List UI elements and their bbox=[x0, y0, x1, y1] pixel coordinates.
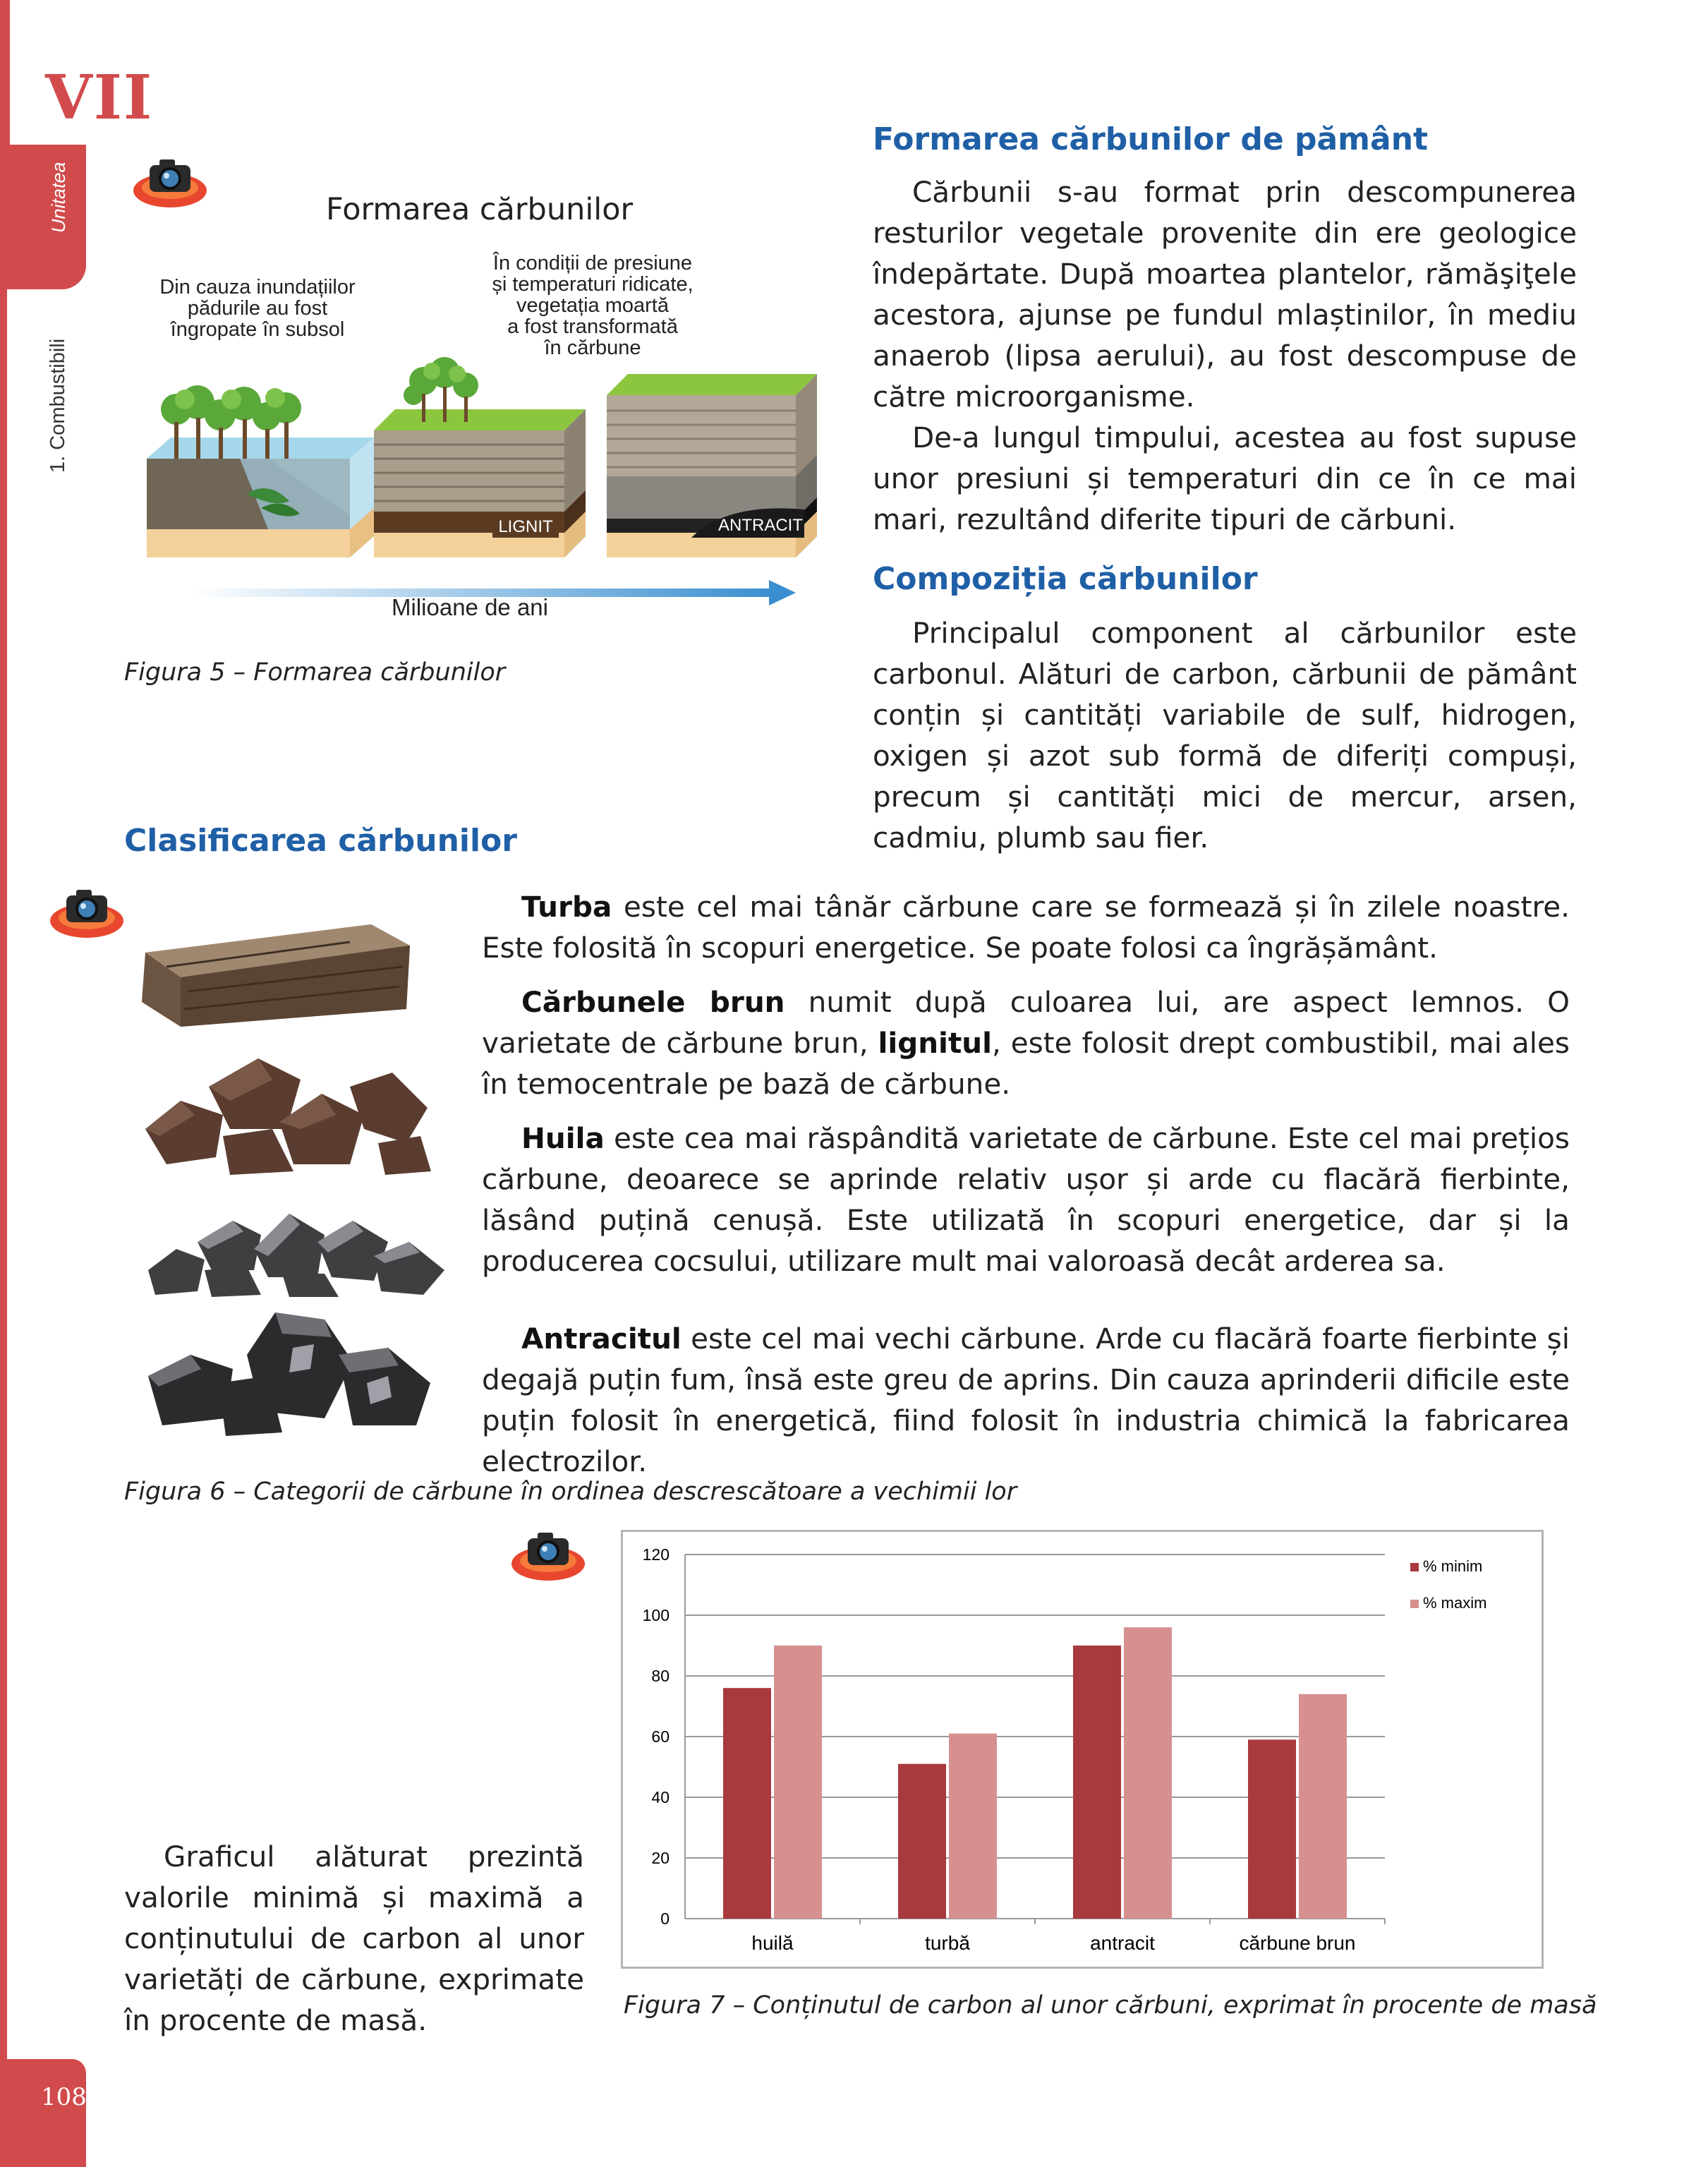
bar-maxim bbox=[1299, 1694, 1347, 1919]
x-tick-label: turbă bbox=[925, 1932, 970, 1954]
y-tick-label: 40 bbox=[651, 1788, 670, 1806]
margin-white-strip bbox=[78, 289, 86, 2059]
composition-text bbox=[873, 612, 1577, 858]
y-tick-label: 0 bbox=[660, 1909, 670, 1928]
antracit-sample-image bbox=[141, 1305, 437, 1439]
figure5-title: Formarea cărbunilor bbox=[326, 192, 634, 227]
block-flooded-forest bbox=[147, 385, 374, 557]
chapter-label: 1. Combustibili bbox=[47, 338, 69, 473]
huila-sample-image bbox=[141, 1193, 452, 1298]
camera-icon bbox=[48, 884, 126, 941]
figure5-label-right: În condiții de presiune și temperaturi ridicate, vegetația moartă a fost transformată în cărbune bbox=[492, 252, 694, 359]
huila-paragraph: Huila este cea mai răspândită varietate de cărbune. Este cel mai prețios cărbune, deoarece se aprinde relativ ușor și arde cu flacără fierbinte, lăsând puțină cenușă. Este utilizată în scopuri energetice, dar și la producerea cocsului, utilizare mult mai valoroasă decât arderea sa. bbox=[482, 1121, 1570, 1278]
y-tick-label: 120 bbox=[642, 1545, 670, 1564]
y-tick-label: 80 bbox=[651, 1667, 670, 1685]
antracit-term: Antracitul bbox=[521, 1322, 682, 1356]
y-tick-label: 100 bbox=[642, 1606, 670, 1624]
turba-sample-image bbox=[138, 910, 413, 1030]
heading-classification: Clasificarea cărbunilor bbox=[124, 823, 517, 859]
x-tick-label: huilă bbox=[751, 1932, 794, 1954]
lignit-term: lignitul bbox=[878, 1026, 993, 1060]
heading-formation: Formarea cărbunilor de pământ bbox=[873, 121, 1429, 157]
figure7-caption: Figura 7 – Conținutul de carbon al unor cărbuni, exprimat în procente de masă bbox=[624, 1991, 1597, 2020]
formation-paragraph-2: De-a lungul timpului, acestea au fost supuse unor presiuni și temperaturi din ce în ce mai mari, rezultând diferite tipuri de cărbuni. bbox=[873, 421, 1577, 536]
legend-label: % minim bbox=[1423, 1557, 1483, 1575]
time-arrow-label: Milioane de ani bbox=[392, 594, 548, 620]
carbune-brun-paragraph: Cărbunele brun numit după culoarea lui, are aspect lemnos. O varietate de cărbune brun, lignitul, este folosit drept combustibil, mai ales în temocentrale pe bază de cărbune. bbox=[482, 985, 1570, 1101]
formation-paragraph-1: Cărbunii s-au format prin descompunerea resturilor vegetale provenite din ere geologice îndepărtate. După moartea plantelor, rămăşiţele acestora, ajunse pe fundul mlaștinilor, în mediu anaerob (lipsa aerului), au fost descompuse de către microorganisme. bbox=[873, 175, 1577, 414]
antracit-tag: ANTRACIT bbox=[718, 516, 803, 535]
camera-icon bbox=[509, 1527, 587, 1583]
legend-swatch bbox=[1410, 1563, 1419, 1571]
carbon-content-chart-frame bbox=[621, 1530, 1544, 1969]
figure6-caption: Figura 6 – Categorii de cărbune în ordinea descrescătoare a vechimii lor bbox=[124, 1478, 1017, 1506]
unit-label: Unitatea bbox=[48, 162, 69, 233]
formation-text bbox=[873, 171, 1577, 540]
bar-minim bbox=[1248, 1739, 1296, 1919]
antracit-paragraph: Antracitul este cel mai vechi cărbune. Arde cu flacără foarte fierbinte și degajă puțin fum, însă este greu de aprins. Din cauza aprinderii dificile este puțin folosit în energetică, fiind folosit în industria chimică la fabricarea electrozilor. bbox=[482, 1322, 1570, 1478]
figure5-caption: Figura 5 – Formarea cărbunilor bbox=[124, 658, 506, 687]
legend-label: % maxim bbox=[1423, 1594, 1487, 1612]
coal-formation-diagram bbox=[141, 353, 832, 572]
heading-composition: Compoziția cărbunilor bbox=[873, 561, 1258, 597]
carbon-content-chart bbox=[623, 1532, 1542, 1967]
margin-rule bbox=[0, 0, 7, 2167]
chart-description: Graficul alăturat prezintă valorile minimă și maximă a conținutului de carbon al unor varietăți de cărbune, exprimate în procente de masă. bbox=[124, 1840, 584, 2037]
bar-maxim bbox=[1124, 1627, 1172, 1919]
lignit-tag: LIGNIT bbox=[498, 517, 553, 536]
bar-minim bbox=[723, 1688, 771, 1919]
unit-number: VII bbox=[45, 62, 154, 133]
bar-maxim bbox=[774, 1646, 822, 1919]
x-tick-label: antracit bbox=[1090, 1932, 1155, 1954]
carbune-brun-sample-image bbox=[138, 1044, 435, 1178]
turba-paragraph: Turba este cel mai tânăr cărbune care se formează și în zilele noastre. Este folosită în scopuri energetice. Se poate folosi ca îngrășământ. bbox=[482, 890, 1570, 965]
huila-term: Huila bbox=[521, 1121, 605, 1155]
margin-white bbox=[0, 289, 86, 2167]
y-tick-label: 60 bbox=[651, 1727, 670, 1746]
y-tick-label: 20 bbox=[651, 1849, 670, 1867]
bar-maxim bbox=[949, 1734, 997, 1919]
block-lignit bbox=[374, 357, 586, 557]
block-antracit bbox=[607, 374, 817, 557]
page-number-band bbox=[0, 2059, 86, 2167]
x-tick-label: cărbune brun bbox=[1239, 1932, 1356, 1954]
composition-paragraph: Principalul component al cărbunilor este carbonul. Alături de carbon, cărbunii de pământ conțin și cantități variabile de sulf, hidrogen, oxigen și azot sub formă de diferiți compuși, precum și cantități mici de mercur, arsen, cadmiu, plumb sau fier. bbox=[873, 616, 1577, 855]
camera-icon bbox=[131, 154, 209, 210]
turba-term: Turba bbox=[521, 890, 612, 924]
bar-minim bbox=[1073, 1646, 1121, 1919]
legend-swatch bbox=[1410, 1600, 1419, 1608]
carbune-brun-term: Cărbunele brun bbox=[521, 985, 785, 1019]
unit-plate-edge bbox=[0, 0, 10, 145]
bar-minim bbox=[898, 1764, 946, 1919]
page-number: 108 bbox=[41, 2083, 87, 2111]
figure5-label-left: Din cauza inundațiilor pădurile au fost îngropate în subsol bbox=[159, 276, 356, 341]
